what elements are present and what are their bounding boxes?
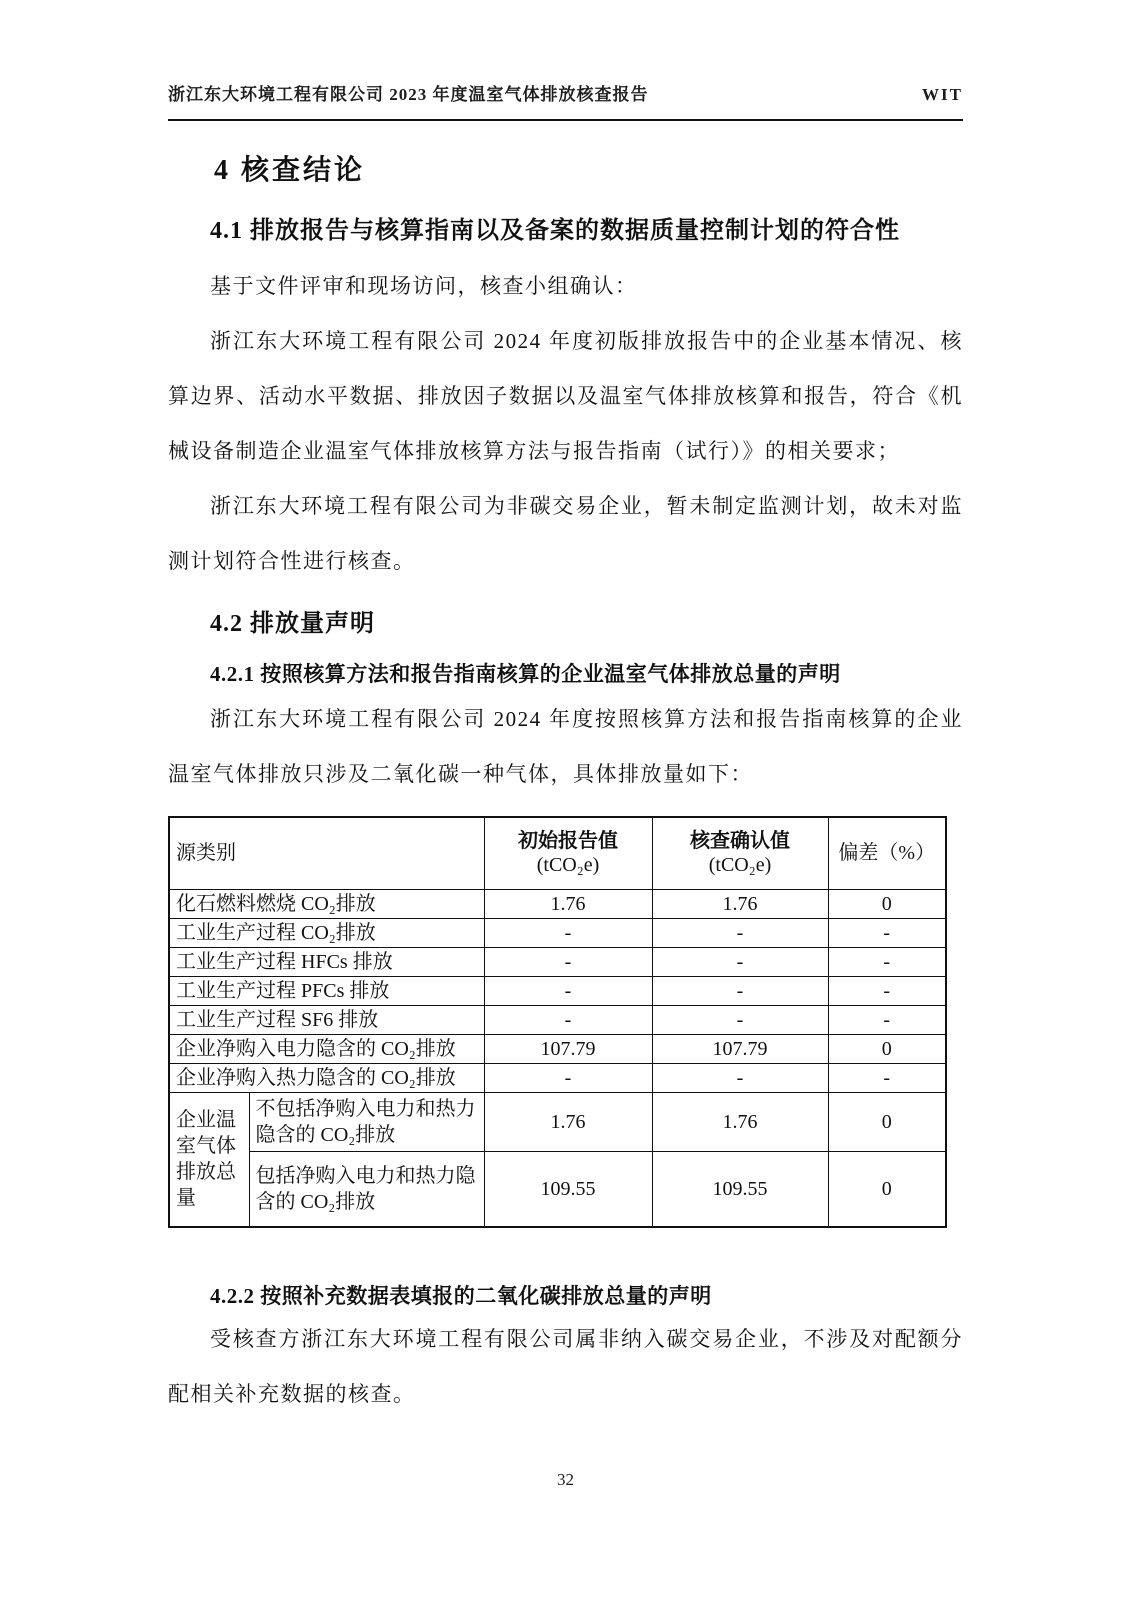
row-label: 企业净购入电力隐含的 CO₂排放 [169,1034,484,1063]
page-footer [0,1470,1131,1490]
row-initial: 109.55 [484,1151,652,1227]
header-report-title: 浙江东大环境工程有限公司 2023 年度温室气体排放核查报告 [168,85,649,104]
page-header [168,80,963,105]
row-deviation: 0 [828,1092,946,1151]
row-deviation: 0 [828,889,946,918]
row-label: 工业生产过程 HFCs 排放 [169,947,484,976]
table-row [169,976,946,1005]
section-4-heading: 4 核查结论 [214,155,366,186]
row-label: 包括净购入电力和热力隐含的 CO₂排放 [249,1151,484,1227]
total-group-label: 企业温室气体排放总量 [169,1092,249,1227]
table-header-row [169,817,946,889]
header-source-category: 源类别 [169,817,484,889]
row-verified: 1.76 [652,1092,828,1151]
row-deviation: - [828,1005,946,1034]
table-row [169,1034,946,1063]
row-label: 企业净购入热力隐含的 CO₂排放 [169,1063,484,1092]
table-row [169,918,946,947]
row-verified: - [652,1063,828,1092]
section-4-2-2-heading: 4.2.2 按照补充数据表填报的二氧化碳排放总量的声明 [210,1283,712,1308]
paragraph-monitoring-plan: 浙江东大环境工程有限公司为非碳交易企业，暂未制定监测计划，故未对监测计划符合性进行核查。 [168,494,963,573]
table-row [169,1005,946,1034]
table-row-total-excl [169,1092,946,1151]
header-deviation: 偏差（%） [828,817,946,889]
paragraph-supplementary-data: 受核查方浙江东大环境工程有限公司属非纳入碳交易企业，不涉及对配额分配相关补充数据的核查。 [168,1326,963,1406]
emission-summary-table [168,816,947,1228]
row-deviation: 0 [828,1151,946,1227]
row-deviation: - [828,918,946,947]
header-initial-unit: (tCO₂e) [536,854,600,877]
row-label: 不包括净购入电力和热力隐含的 CO₂排放 [249,1092,484,1151]
row-label: 工业生产过程 SF6 排放 [169,1005,484,1034]
row-verified: 107.79 [652,1034,828,1063]
row-verified: 1.76 [652,889,828,918]
header-initial-label: 初始报告值 [518,830,618,853]
row-verified: - [652,1005,828,1034]
section-4-2-1-heading: 4.2.1 按照核算方法和报告指南核算的企业温室气体排放总量的声明 [210,662,841,686]
page-number: 32 [557,1470,574,1489]
header-verified-value [652,817,828,889]
table-row-total-incl [169,1151,946,1227]
table-row [169,1063,946,1092]
header-initial-value [484,817,652,889]
row-initial: - [484,947,652,976]
row-initial: - [484,918,652,947]
row-label: 化石燃料燃烧 CO₂排放 [169,889,484,918]
row-initial: 1.76 [484,889,652,918]
row-initial: - [484,976,652,1005]
row-deviation: - [828,1063,946,1092]
page-content [168,140,963,1422]
header-wit-mark: WIT [922,85,963,104]
row-label: 工业生产过程 CO₂排放 [169,918,484,947]
table-row [169,889,946,918]
header-rule [168,119,963,121]
row-initial: - [484,1063,652,1092]
header-verified-unit: (tCO₂e) [708,854,772,877]
row-initial: 107.79 [484,1034,652,1063]
row-verified: - [652,918,828,947]
row-verified: - [652,976,828,1005]
table-row [169,947,946,976]
section-4-1-heading: 4.1 排放报告与核算指南以及备案的数据质量控制计划的符合性 [210,218,900,244]
header-verified-label: 核查确认值 [690,830,790,853]
row-deviation: - [828,976,946,1005]
row-deviation: 0 [828,1034,946,1063]
row-initial: 1.76 [484,1092,652,1151]
row-initial: - [484,1005,652,1034]
row-verified: - [652,947,828,976]
section-4-2-heading: 4.2 排放量声明 [210,611,375,637]
row-deviation: - [828,947,946,976]
row-label: 工业生产过程 PFCs 排放 [169,976,484,1005]
paragraph-confirmation: 基于文件评审和现场访问，核查小组确认： [210,274,638,298]
row-verified: 109.55 [652,1151,828,1227]
paragraph-emission-intro: 浙江东大环境工程有限公司 2024 年度按照核算方法和报告指南核算的企业温室气体排放只涉及二氧化碳一种气体，具体排放量如下： [168,707,963,786]
paragraph-report-compliance: 浙江东大环境工程有限公司 2024 年度初版排放报告中的企业基本情况、核算边界、活动水平数据、排放因子数据以及温室气体排放核算和报告，符合《机械设备制造企业温室气体排放核算方法与报告指南（试行）》的相关要求； [168,329,963,463]
